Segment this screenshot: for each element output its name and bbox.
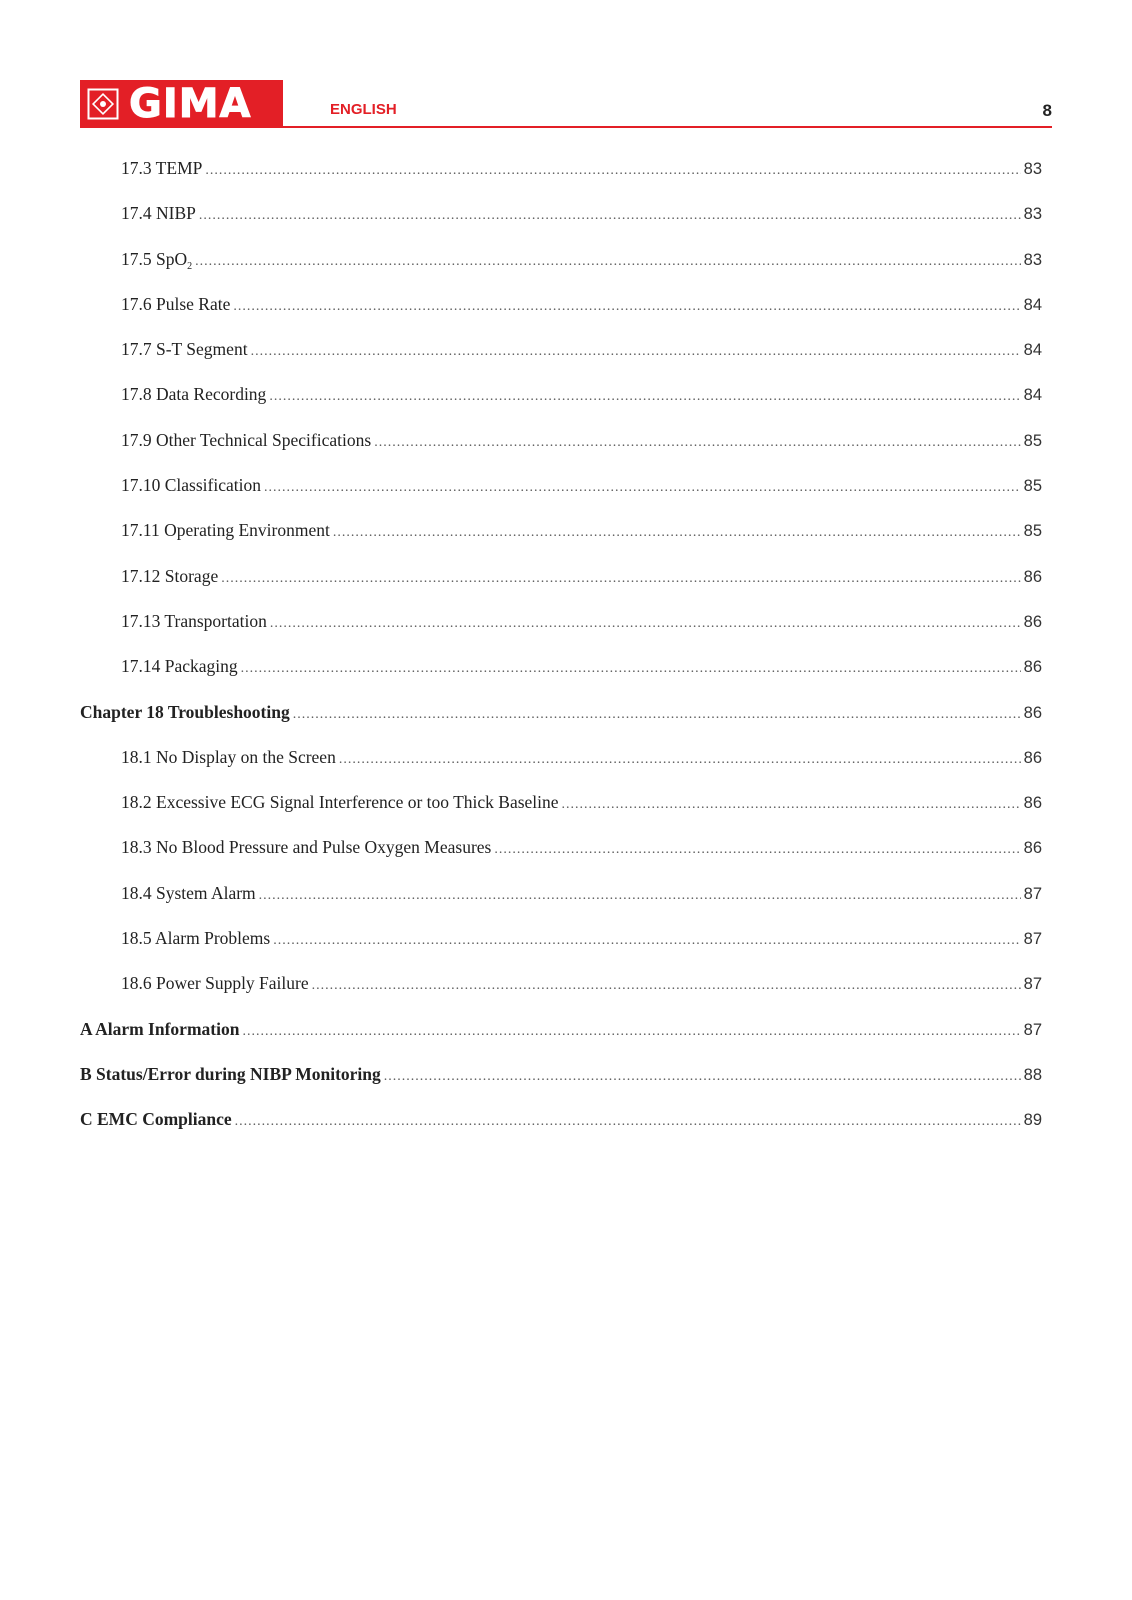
toc-entry-label: 17.14 Packaging bbox=[121, 656, 238, 677]
toc-entry-label: Chapter 18 Troubleshooting bbox=[80, 701, 290, 722]
toc-entry-label: 17.11 Operating Environment bbox=[121, 520, 330, 541]
toc-section-entry[interactable] bbox=[80, 610, 1042, 655]
toc-entry-title bbox=[121, 248, 192, 270]
toc-page-number: 84 bbox=[1023, 386, 1042, 405]
toc-entry-label: 18.1 No Display on the Screen bbox=[121, 746, 336, 767]
toc-entry-title bbox=[121, 383, 266, 405]
toc-dot-leader bbox=[270, 613, 1021, 635]
toc-entry-title bbox=[121, 338, 248, 360]
toc-page-number: 87 bbox=[1023, 930, 1042, 949]
toc-page-number: 83 bbox=[1023, 205, 1042, 224]
toc-page-number: 86 bbox=[1023, 703, 1042, 722]
language-label: ENGLISH bbox=[330, 101, 397, 118]
toc-section-entry[interactable] bbox=[80, 927, 1042, 972]
toc-dot-leader bbox=[494, 839, 1020, 861]
toc-page-number: 86 bbox=[1023, 612, 1042, 631]
toc-section-entry[interactable] bbox=[80, 338, 1042, 383]
toc-page-number: 86 bbox=[1023, 794, 1042, 813]
toc-entry-title bbox=[121, 746, 336, 768]
toc-entry-label: 18.4 System Alarm bbox=[121, 882, 256, 903]
toc-dot-leader bbox=[273, 930, 1020, 952]
toc-entry-label: 18.5 Alarm Problems bbox=[121, 928, 271, 949]
toc-dot-leader bbox=[293, 704, 1021, 726]
toc-entry-label: 17.8 Data Recording bbox=[121, 384, 267, 405]
toc-entry-label: 17.5 SpO bbox=[121, 248, 188, 269]
toc-entry-title bbox=[121, 565, 218, 587]
toc-entry-title bbox=[80, 701, 290, 723]
toc-entry-label: 18.3 No Blood Pressure and Pulse Oxygen Measures bbox=[121, 837, 492, 858]
toc-entry-title bbox=[121, 519, 330, 541]
toc-entry-label: 17.6 Pulse Rate bbox=[121, 293, 231, 314]
toc-entry-title bbox=[121, 882, 256, 904]
toc-page-number: 87 bbox=[1023, 884, 1042, 903]
toc-section-entry[interactable] bbox=[80, 565, 1042, 610]
toc-dot-leader bbox=[241, 658, 1021, 680]
toc-dot-leader bbox=[199, 205, 1021, 227]
toc-section-entry[interactable] bbox=[80, 882, 1042, 927]
toc-entry-label: C EMC Compliance bbox=[80, 1109, 232, 1130]
toc-entry-title bbox=[121, 474, 261, 496]
toc-section-entry[interactable] bbox=[80, 293, 1042, 338]
toc-entry-title bbox=[121, 157, 202, 179]
toc-page-number: 89 bbox=[1023, 1111, 1042, 1130]
toc-page-number: 84 bbox=[1023, 341, 1042, 360]
toc-section-entry[interactable] bbox=[80, 791, 1042, 836]
toc-section-entry[interactable] bbox=[80, 972, 1042, 1017]
toc-section-entry[interactable] bbox=[80, 474, 1042, 519]
toc-page-number: 86 bbox=[1023, 658, 1042, 677]
toc-dot-leader bbox=[264, 477, 1021, 499]
toc-entry-title bbox=[80, 1063, 381, 1085]
toc-entry-title bbox=[121, 655, 238, 677]
toc-entry-label: 17.3 TEMP bbox=[121, 158, 203, 178]
header-divider bbox=[80, 126, 1052, 128]
toc-page-number: 85 bbox=[1023, 522, 1042, 541]
toc-page-number: 84 bbox=[1023, 295, 1042, 314]
toc-entry-label: 17.4 NIBP bbox=[121, 203, 196, 224]
toc-page-number: 88 bbox=[1023, 1065, 1042, 1084]
toc-chapter-entry[interactable] bbox=[80, 1018, 1042, 1063]
table-of-contents bbox=[80, 157, 1042, 1154]
toc-entry-title bbox=[121, 429, 371, 451]
toc-dot-leader bbox=[374, 432, 1020, 454]
toc-dot-leader bbox=[312, 975, 1021, 997]
toc-dot-leader bbox=[205, 160, 1020, 182]
toc-section-entry[interactable] bbox=[80, 746, 1042, 791]
toc-entry-title bbox=[121, 202, 196, 224]
toc-entry-label: A Alarm Information bbox=[80, 1018, 240, 1039]
toc-entry-title bbox=[121, 927, 270, 949]
toc-dot-leader bbox=[251, 341, 1021, 363]
toc-page-number: 83 bbox=[1023, 250, 1042, 269]
toc-entry-label: 18.6 Power Supply Failure bbox=[121, 973, 309, 994]
toc-section-entry[interactable] bbox=[80, 248, 1042, 293]
toc-entry-label: 17.9 Other Technical Specifications bbox=[121, 429, 372, 450]
toc-dot-leader bbox=[562, 794, 1021, 816]
toc-page-number: 85 bbox=[1023, 431, 1042, 450]
toc-dot-leader bbox=[195, 251, 1021, 273]
toc-page-number: 86 bbox=[1023, 748, 1042, 767]
toc-section-entry[interactable] bbox=[80, 429, 1042, 474]
toc-entry-title bbox=[121, 972, 309, 994]
toc-chapter-entry[interactable] bbox=[80, 1063, 1042, 1108]
toc-entry-label: 18.2 Excessive ECG Signal Interference or too Thick Baseline bbox=[121, 792, 559, 813]
toc-section-entry[interactable] bbox=[80, 383, 1042, 428]
toc-entry-label: 17.7 S-T Segment bbox=[121, 339, 248, 360]
toc-entry-title bbox=[121, 610, 267, 632]
toc-section-entry[interactable] bbox=[80, 655, 1042, 700]
page-header bbox=[80, 80, 1052, 128]
toc-page-number: 87 bbox=[1023, 975, 1042, 994]
toc-section-entry[interactable] bbox=[80, 836, 1042, 881]
toc-section-entry[interactable] bbox=[80, 157, 1042, 202]
toc-entry-title bbox=[121, 791, 559, 813]
toc-chapter-entry[interactable] bbox=[80, 701, 1042, 746]
gima-logo bbox=[80, 80, 283, 127]
gima-emblem-icon bbox=[87, 88, 119, 120]
toc-dot-leader bbox=[235, 1111, 1021, 1133]
toc-entry-label: 17.10 Classification bbox=[121, 475, 261, 496]
toc-dot-leader bbox=[233, 296, 1020, 318]
toc-page-number: 86 bbox=[1023, 839, 1042, 858]
toc-entry-title bbox=[80, 1018, 239, 1040]
toc-dot-leader bbox=[339, 749, 1021, 771]
toc-entry-title bbox=[121, 293, 230, 315]
toc-section-entry[interactable] bbox=[80, 519, 1042, 564]
toc-dot-leader bbox=[259, 885, 1021, 907]
toc-entry-subscript: 2 bbox=[187, 260, 193, 272]
toc-dot-leader bbox=[269, 386, 1020, 408]
toc-page-number: 83 bbox=[1023, 160, 1042, 178]
toc-entry-label: 17.12 Storage bbox=[121, 565, 219, 586]
toc-dot-leader bbox=[242, 1021, 1020, 1043]
page-number: 8 bbox=[1042, 101, 1052, 120]
toc-dot-leader bbox=[384, 1066, 1021, 1088]
toc-page-number: 85 bbox=[1023, 477, 1042, 496]
toc-page-number: 86 bbox=[1023, 567, 1042, 586]
toc-entry-title bbox=[121, 836, 491, 858]
toc-page-number: 87 bbox=[1023, 1020, 1042, 1039]
toc-dot-leader bbox=[221, 568, 1020, 590]
toc-entry-label: B Status/Error during NIBP Monitoring bbox=[80, 1063, 381, 1084]
toc-dot-leader bbox=[333, 522, 1021, 544]
logo-wordmark: GIMA bbox=[129, 80, 252, 127]
toc-entry-label: 17.13 Transportation bbox=[121, 610, 267, 631]
toc-entry-title bbox=[80, 1108, 232, 1130]
toc-section-entry[interactable] bbox=[80, 202, 1042, 247]
toc-chapter-entry[interactable] bbox=[80, 1108, 1042, 1153]
